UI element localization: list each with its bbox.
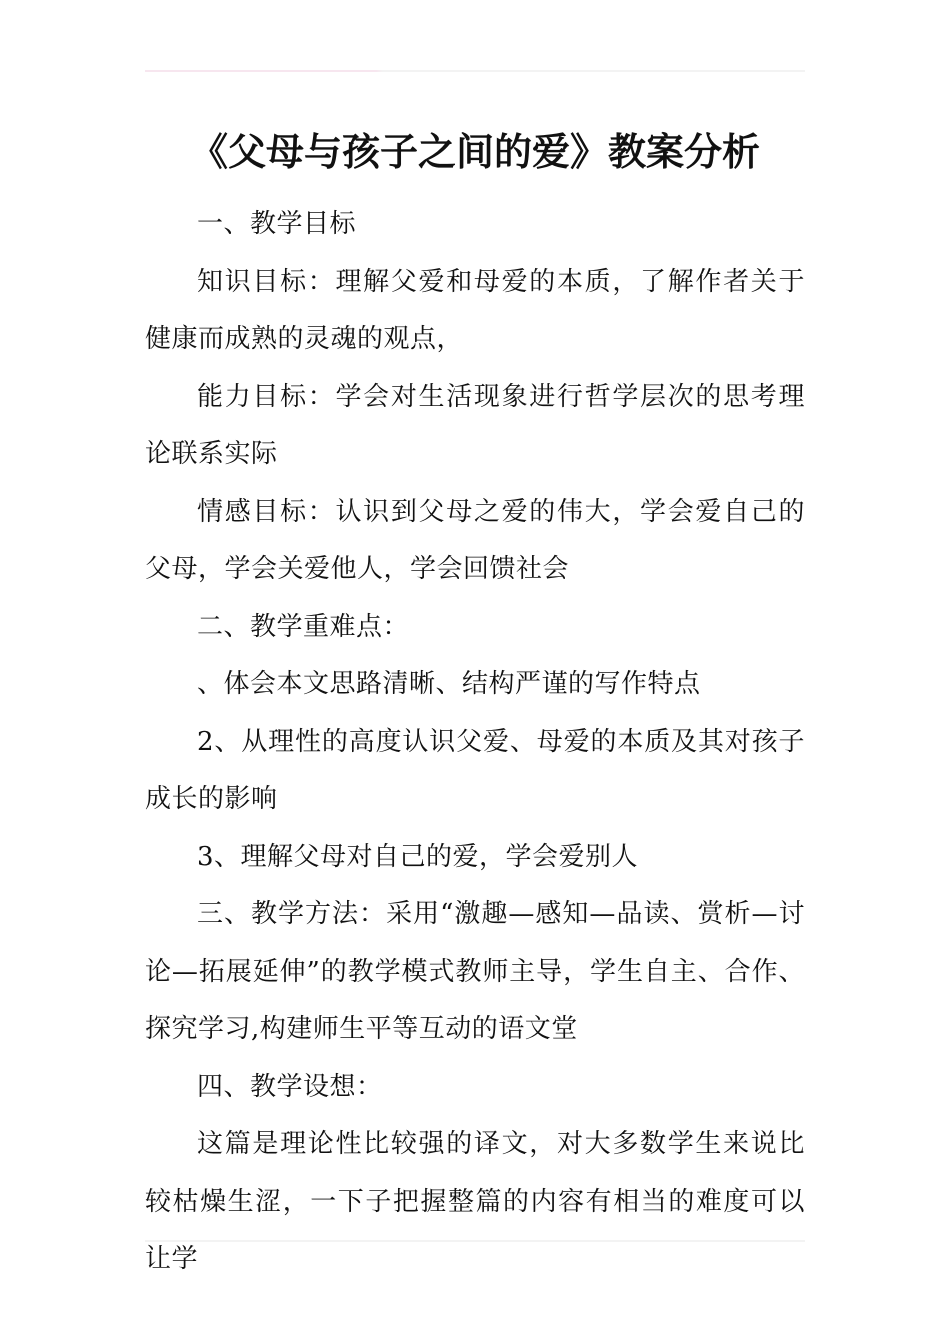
document-body [145,196,805,1289]
paragraph: 二、教学重难点： [197,611,410,642]
document-title: 《父母与孩子之间的爱》教案分析 [189,130,760,174]
paragraph: 、体会本文思路清晰、结构严谨的写作特点 [197,669,701,699]
paragraph: 情感目标：认识到父母之爱的伟大，学会爱自己的父母，学会关爱他人，学会回馈社会 [145,496,805,584]
paragraph: 知识目标：理解父爱和母爱的本质，了解作者关于健康而成熟的灵魂的观点， [145,266,805,354]
header-rule [145,70,805,72]
footer-rule [145,1240,805,1242]
paragraph: 这篇是理论性比较强的译文，对大多数学生来说比较枯燥生涩，一下子把握整篇的内容有相当的难度可以让学 [145,1129,805,1274]
paragraph: 四、教学设想： [197,1071,383,1102]
paragraph: 3、理解父母对自己的爱，学会爱别人 [197,841,639,872]
paragraph: 2、从理性的高度认识父爱、母爱的本质及其对孩子成长的影响 [145,726,805,814]
paragraph: 一、教学目标 [197,209,357,239]
paragraph: 能力目标：学会对生活现象进行哲学层次的思考理论联系实际 [145,381,805,469]
paragraph: 三、教学方法：采用“激趣—感知—品读、赏析—讨论—拓展延伸”的教学模式教师主导，学生自主、合作、探究学习,构建师生平等互动的语文堂 [145,899,805,1044]
